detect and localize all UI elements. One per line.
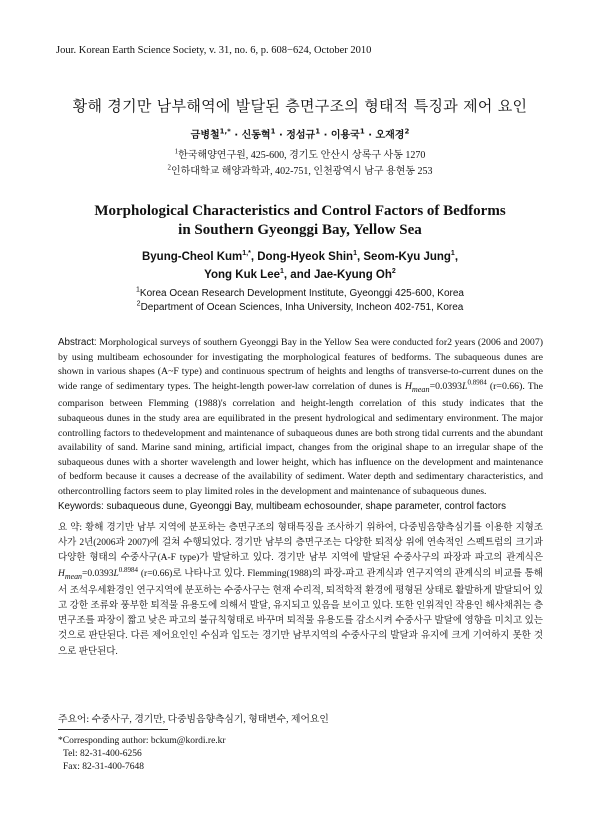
- footnote-divider: [58, 729, 168, 730]
- abstract-label: Abstract:: [58, 337, 97, 348]
- fax: Fax: 82-31-400-7648: [63, 762, 145, 772]
- korean-keywords: 주요어: 수중사구, 경기만, 다중빔음향측심기, 형태변수, 제어요인: [58, 714, 329, 725]
- footnote: [58, 735, 226, 774]
- ko-author: 오재경: [375, 130, 405, 141]
- english-title: Morphological Characteristics and Control Factors of Bedforms in Southern Gyeonggi Bay, Yellow Sea: [94, 203, 506, 238]
- en-author: Byung-Cheol Kum: [141, 251, 243, 263]
- english-abstract: Abstract: Morphological surveys of southern Gyeonggi Bay in the Yellow Sea were conducted for2 years (2006 and 2007) by using multibeam echosounder for investigating the morphological features of bedforms. The subaqueous dunes are shown in various shapes (A~F type) and continuous spectrum of heights and lengths of transverse-to-current dunes on the wide range of sedimentary types. The height-length power-law correlation of dunes is $H_{mean}=0.0393L^{0.8984}$ (r=0.66). The comparison between Flemming (1988)'s correlation and height-length correlation of this study indicates that the subaqueous dunes in the study area are equilibrated in the present hydrological and sedimentary environment. The major controlling factors to thedevelopment and maintenance of subaqueous dunes are both strong tidal currents and the abundant availability of sand. Marine sand mining, artificial impact, changes from the original shape to an irregular shape of the subaqueous dunes with a shorter wavelength and lower height, which has influence on the development and maintenance of bedform because it causes a decrease of the availability of sediment. Water depth and sedimentary characteristics, and othercontrolling factors seem to play limited roles in the development and maintenance of subaqueous dunes.: [58, 337, 544, 497]
- ko-author: 정섬규: [286, 130, 316, 141]
- en-author: Jae-Kyung Oh: [313, 269, 392, 281]
- ko-author: 신동혁: [241, 130, 271, 141]
- english-affiliation-1: $^1$Korea Ocean Research Development Institute, Gyeonggi 425-600, Korea: [136, 286, 464, 299]
- korean-affiliation-1: $^1$한국해양연구원, 425-600, 경기도 안산시 상록구 사동 1270: [174, 147, 426, 161]
- english-affiliation-2: $^2$Department of Ocean Sciences, Inha University, Incheon 402-751, Korea: [136, 300, 464, 313]
- korean-authors: 금병철$^{1,*}$ · 신동혁$^1$ · 정섬규$^1$ · 이용국$^1$ · 오재경$^2$: [190, 127, 410, 141]
- en-author: Dong-Hyeok Shin: [257, 251, 354, 263]
- korean-affiliation-2: $^2$인하대학교 해양과학과, 402-751, 인천광역시 남구 용현동 253: [167, 163, 433, 177]
- en-author: Yong Kuk Lee: [204, 269, 280, 281]
- en-author: Seom-Kyu Jung: [363, 251, 451, 263]
- english-authors: [0, 248, 600, 284]
- korean-title: 황해 경기만 남부해역에 발달된 층면구조의 형태적 특징과 제어 요인: [72, 97, 528, 115]
- ko-keywords-label: 주요어: [58, 714, 87, 725]
- english-keywords: Keywords: subaqueous dune, Gyeonggi Bay, multibeam echosounder, shape parameter, control factors: [58, 501, 507, 512]
- ko-author: 금병철: [190, 130, 220, 141]
- keywords-label: Keywords: [58, 501, 102, 512]
- corresponding-author: *Corresponding author: bckum@kordi.re.kr: [58, 736, 226, 746]
- ko-author: 이용국: [330, 130, 360, 141]
- authors-line-1: Byung-Cheol Kum$^{1,*}$, Dong-Hyeok Shin$^1$, Seom-Kyu Jung$^1$,: [141, 250, 459, 263]
- journal-citation: Jour. Korean Earth Science Society, v. 31, no. 6, p. 608−624, October 2010: [56, 45, 372, 56]
- ko-abstract-label: 요 약:: [58, 523, 83, 533]
- korean-abstract: 요 약: 황해 경기만 남부 지역에 분포하는 층면구조의 형태특징을 조사하기 위하여, 다중빔음향측심기를 이용한 지형조사가 2년(2006과 2007)에 걸쳐 수행되었다. 경기만 남부의 층면구조는 다양한 퇴적상 위에 연속적인 스펙트럼의 크기과 다양한 형태의 수중사구(A-F type)가 발달하고 있다. 경기만 남부 지역에 발달된 수중사구의 파장과 파고의 관계식은 $H_{mean}=0.0393L^{0.8984}$ (r=0.66)로 나타나고 있다. Flemming(1988)의 파장-파고 관계식과 연구지역의 관계식의 비교를 통해서 조석우세환경인 연구지역에 분포하는 수중사구는 현재 수리적, 퇴적학적 환경에 평형된 상태로 활발하게 발달되어 있고 강한 조류와 풍부한 퇴적물 유용도에 의해서 발달, 유지되고 있음을 보이고 있다. 또한 인위적인 작용인 해사채취는 층면구조를 파장이 짧고 낮은 파고의 불규칙형태로 바꾸며 퇴적물 유용도를 감소시켜 수중사구 발달에 영향을 미치고 있는 것으로 판단된다. 다른 제어요인인 수심과 입도는 경기만 남부지역의 수중사구의 발달과 유지에 크게 기여하지 못한 것으로 판단된다.: [58, 523, 543, 657]
- telephone: Tel: 82-31-400-6256: [63, 749, 142, 759]
- authors-line-2: Yong Kuk Lee$^1$, and Jae-Kyung Oh$^2$: [204, 268, 396, 281]
